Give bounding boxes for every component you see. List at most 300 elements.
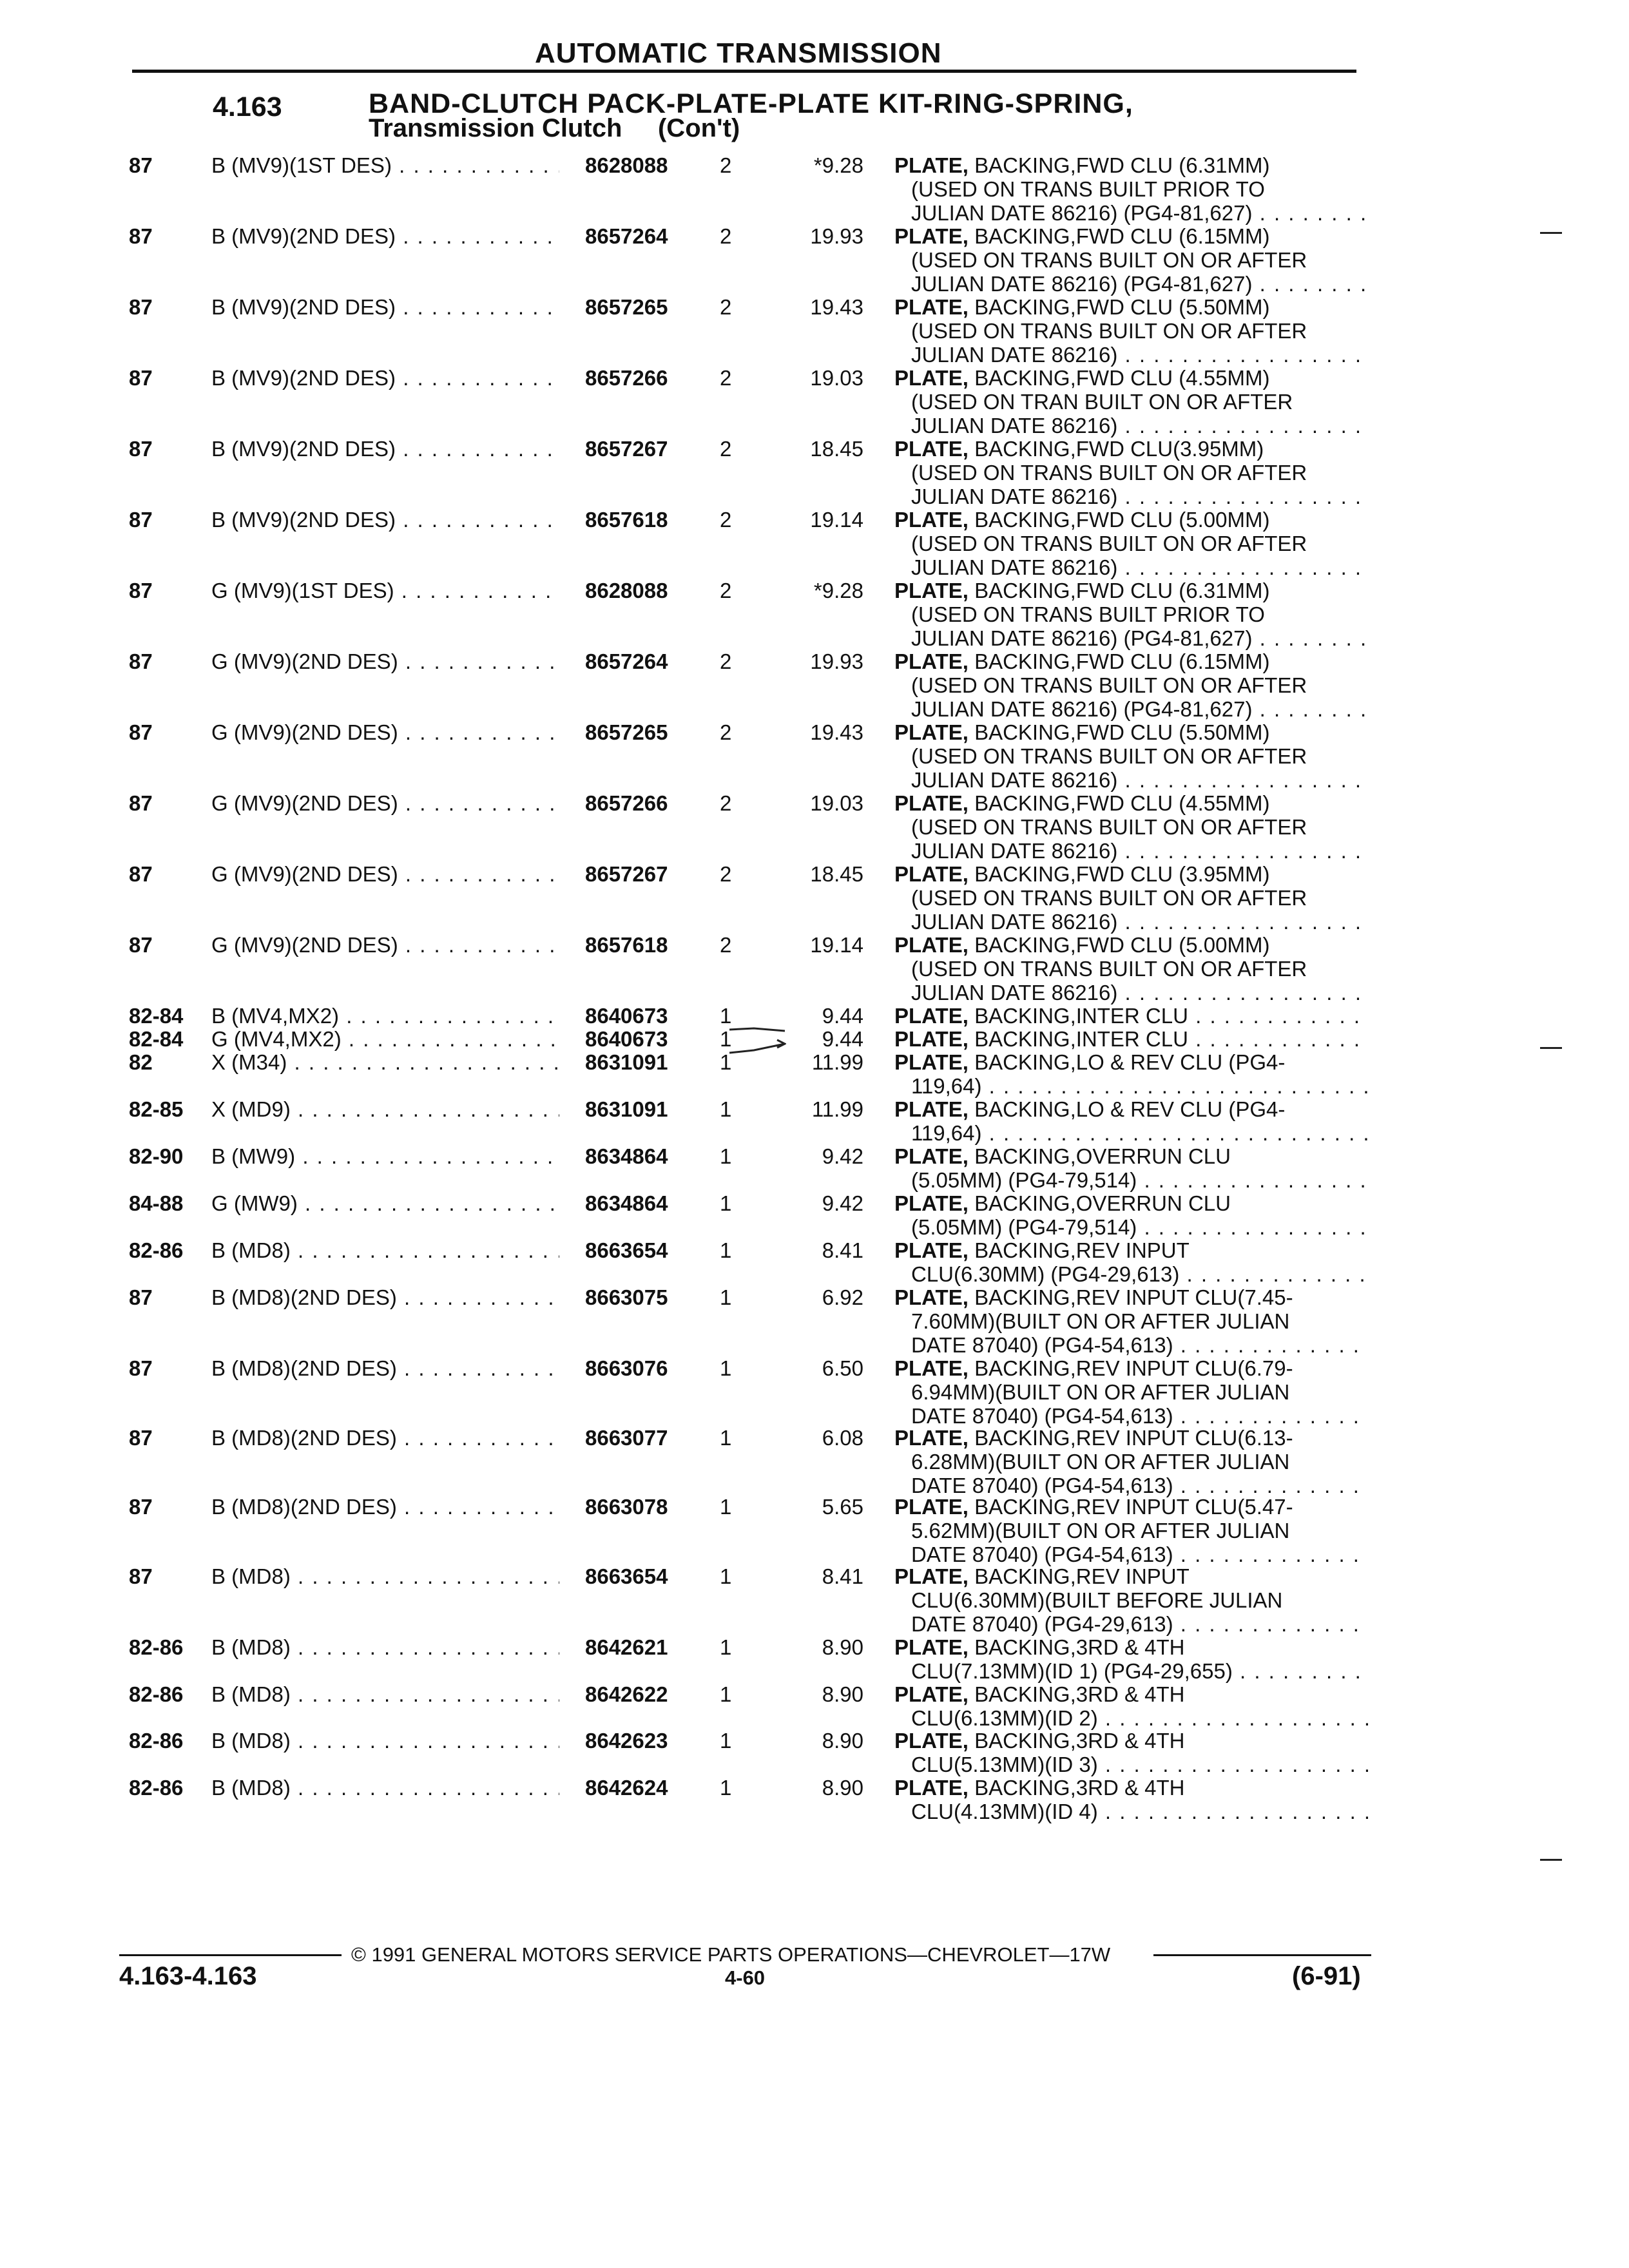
description-lead: PLATE, — [894, 649, 969, 673]
part-price: 8.90 — [822, 1635, 863, 1659]
description-lead: PLATE, — [894, 1144, 969, 1168]
description-text: BACKING,FWD CLU (5.00MM) — [974, 508, 1270, 532]
description-text: 6.28MM)(BUILT ON OR AFTER JULIAN — [911, 1450, 1290, 1474]
description-line — [894, 224, 1368, 248]
description-text: CLU(7.13MM)(ID 1) (PG4-29,655) — [911, 1659, 1233, 1683]
part-quantity: 2 — [720, 791, 732, 815]
description-text: BACKING,FWD CLU (6.15MM) — [974, 224, 1270, 248]
part-year: 82-90 — [129, 1144, 184, 1168]
part-number: 8663654 — [585, 1564, 668, 1588]
description-text: BACKING,REV INPUT CLU(6.79- — [974, 1356, 1293, 1380]
description-text: BACKING,INTER CLU — [974, 1027, 1188, 1051]
description-line — [894, 414, 1368, 437]
description-line — [894, 839, 1368, 863]
description-line — [894, 461, 1368, 485]
part-year: 87 — [129, 579, 153, 602]
page-title: AUTOMATIC TRANSMISSION — [535, 37, 942, 69]
part-price: 6.50 — [822, 1356, 863, 1380]
part-number: 8634864 — [585, 1144, 668, 1168]
part-number: 8657618 — [585, 508, 668, 532]
part-number: 8657264 — [585, 649, 668, 673]
description-lead: PLATE, — [894, 1635, 969, 1659]
description-text: BACKING,FWD CLU (5.50MM) — [974, 720, 1270, 744]
part-number: 8663078 — [585, 1495, 668, 1519]
description-line — [894, 697, 1368, 721]
part-number: 8642624 — [585, 1776, 668, 1800]
description-text: BACKING,REV INPUT CLU(7.45- — [974, 1285, 1293, 1309]
description-line — [894, 366, 1368, 390]
description-line — [894, 201, 1368, 225]
part-description — [894, 1004, 1368, 1028]
part-description — [894, 1285, 1368, 1357]
description-text: BACKING,LO & REV CLU (PG4- — [974, 1050, 1286, 1074]
part-description — [894, 1238, 1368, 1286]
part-quantity: 1 — [720, 1004, 732, 1028]
description-text: BACKING,REV INPUT CLU(5.47- — [974, 1495, 1293, 1519]
description-text: (USED ON TRAN BUILT ON OR AFTER — [911, 390, 1293, 414]
part-description — [894, 437, 1368, 508]
description-text: JULIAN DATE 86216) (PG4-81,627) — [911, 626, 1253, 650]
part-model: B (MD8) . . . — [211, 1682, 559, 1706]
part-description — [894, 1729, 1368, 1776]
part-quantity: 1 — [720, 1426, 732, 1450]
description-line — [894, 957, 1368, 981]
description-line — [894, 390, 1368, 414]
description-lead: PLATE, — [894, 437, 969, 461]
handwritten-arrow-mark — [728, 1018, 786, 1057]
description-lead: PLATE, — [894, 1238, 969, 1262]
description-lead: PLATE, — [894, 1776, 969, 1800]
part-description — [894, 649, 1368, 721]
description-line — [894, 555, 1368, 579]
part-number: 8657265 — [585, 295, 668, 319]
description-lead: PLATE, — [894, 224, 969, 248]
description-text: DATE 87040) (PG4-54,613) — [911, 1474, 1173, 1497]
part-description — [894, 153, 1368, 225]
part-number: 8657267 — [585, 437, 668, 461]
description-text: (USED ON TRANS BUILT ON OR AFTER — [911, 673, 1307, 697]
part-quantity: 1 — [720, 1682, 732, 1706]
description-text: JULIAN DATE 86216) — [911, 485, 1118, 508]
description-text: DATE 87040) (PG4-29,613) — [911, 1612, 1173, 1636]
description-lead: PLATE, — [894, 1495, 969, 1519]
description-text: BACKING,FWD CLU (6.15MM) — [974, 649, 1270, 673]
footer-page-number: 4-60 — [725, 1966, 766, 1989]
description-text: (USED ON TRANS BUILT ON OR AFTER — [911, 886, 1307, 910]
part-number: 8657264 — [585, 224, 668, 248]
description-lead: PLATE, — [894, 366, 969, 390]
part-quantity: 2 — [720, 862, 732, 886]
description-text: 119,64) — [911, 1074, 982, 1098]
part-number: 8631091 — [585, 1097, 668, 1121]
description-lead: PLATE, — [894, 1426, 969, 1450]
description-lead: PLATE, — [894, 1682, 969, 1706]
part-model: B (MD8)(2ND DES) . . . — [211, 1356, 559, 1380]
description-line — [894, 1309, 1368, 1333]
description-line — [894, 768, 1368, 792]
part-model: B (MV9)(2ND DES) . . . — [211, 295, 559, 319]
description-text: BACKING,3RD & 4TH — [974, 1635, 1185, 1659]
description-line — [894, 720, 1368, 744]
description-lead: PLATE, — [894, 1285, 969, 1309]
part-model: G (MV9)(2ND DES) . . . — [211, 862, 559, 886]
description-line — [894, 177, 1368, 201]
description-text: BACKING,3RD & 4TH — [974, 1682, 1185, 1706]
part-price: 9.42 — [822, 1144, 863, 1168]
description-text: (USED ON TRANS BUILT ON OR AFTER — [911, 815, 1307, 839]
description-lead: PLATE, — [894, 933, 969, 957]
description-text: BACKING,FWD CLU (6.31MM) — [974, 153, 1270, 177]
description-text: JULIAN DATE 86216) — [911, 768, 1118, 792]
description-text: BACKING,FWD CLU (4.55MM) — [974, 366, 1270, 390]
part-number: 8642622 — [585, 1682, 668, 1706]
description-text: (USED ON TRANS BUILT ON OR AFTER — [911, 319, 1307, 343]
part-description — [894, 508, 1368, 579]
part-year: 87 — [129, 1285, 153, 1309]
description-text: BACKING,OVERRUN CLU — [974, 1144, 1231, 1168]
part-model: B (MW9) . . . — [211, 1144, 559, 1168]
section-number: 4.163 — [213, 91, 282, 122]
part-year: 87 — [129, 933, 153, 957]
part-model: B (MD8)(2ND DES) . . . — [211, 1285, 559, 1309]
part-quantity: 2 — [720, 224, 732, 248]
description-text: BACKING,3RD & 4TH — [974, 1729, 1185, 1753]
part-price: 6.08 — [822, 1426, 863, 1450]
part-description — [894, 1635, 1368, 1683]
part-year: 87 — [129, 649, 153, 673]
description-line — [894, 508, 1368, 532]
section-subtitle: Transmission Clutch (Con't) — [369, 114, 740, 142]
edge-tick-mark — [1540, 232, 1562, 234]
part-model: X (M34) . . . — [211, 1050, 559, 1074]
part-quantity: 1 — [720, 1356, 732, 1380]
part-number: 8631091 — [585, 1050, 668, 1074]
description-text: 5.62MM)(BUILT ON OR AFTER JULIAN — [911, 1519, 1290, 1542]
description-text: CLU(6.13MM)(ID 2) — [911, 1706, 1098, 1730]
description-text: DATE 87040) (PG4-54,613) — [911, 1333, 1173, 1357]
description-text: 6.94MM)(BUILT ON OR AFTER JULIAN — [911, 1380, 1290, 1404]
description-lead: PLATE, — [894, 1097, 969, 1121]
description-line — [894, 886, 1368, 910]
part-quantity: 2 — [720, 295, 732, 319]
description-line — [894, 1776, 1368, 1800]
description-lead: PLATE, — [894, 720, 969, 744]
description-line — [894, 1333, 1368, 1357]
part-quantity: 1 — [720, 1495, 732, 1519]
description-line — [894, 1753, 1368, 1776]
description-lead: PLATE, — [894, 1004, 969, 1028]
part-model: B (MV9)(2ND DES) . . . — [211, 224, 559, 248]
description-text: 7.60MM)(BUILT ON OR AFTER JULIAN — [911, 1309, 1290, 1333]
description-line — [894, 579, 1368, 602]
part-number: 8663654 — [585, 1238, 668, 1262]
part-description — [894, 579, 1368, 650]
part-year: 87 — [129, 437, 153, 461]
description-text: (USED ON TRANS BUILT ON OR AFTER — [911, 532, 1307, 555]
description-line — [894, 910, 1368, 934]
part-description — [894, 720, 1368, 792]
part-number: 8640673 — [585, 1027, 668, 1051]
part-description — [894, 1356, 1368, 1428]
description-lead: PLATE, — [894, 153, 969, 177]
description-text: (USED ON TRANS BUILT PRIOR TO — [911, 602, 1265, 626]
description-text: (USED ON TRANS BUILT ON OR AFTER — [911, 957, 1307, 981]
description-text: (USED ON TRANS BUILT PRIOR TO — [911, 177, 1265, 201]
part-year: 82-86 — [129, 1682, 184, 1706]
description-text: BACKING,FWD CLU (5.00MM) — [974, 933, 1270, 957]
part-year: 87 — [129, 295, 153, 319]
description-text: BACKING,INTER CLU — [974, 1004, 1188, 1028]
part-price: 19.93 — [810, 649, 863, 673]
part-description — [894, 791, 1368, 863]
description-line — [894, 1074, 1368, 1098]
part-model: X (MD9) . . . — [211, 1097, 559, 1121]
part-price: 19.03 — [810, 791, 863, 815]
part-price: 19.14 — [810, 508, 863, 532]
description-line — [894, 649, 1368, 673]
description-line — [894, 343, 1368, 367]
part-description — [894, 1776, 1368, 1823]
part-number: 8663076 — [585, 1356, 668, 1380]
description-line — [894, 1800, 1368, 1823]
part-description — [894, 1027, 1368, 1051]
part-model: G (MV9)(2ND DES) . . . — [211, 933, 559, 957]
description-lead: PLATE, — [894, 1191, 969, 1215]
part-price: 5.65 — [822, 1495, 863, 1519]
description-text: JULIAN DATE 86216) (PG4-81,627) — [911, 697, 1253, 721]
part-price: 19.43 — [810, 720, 863, 744]
part-year: 87 — [129, 366, 153, 390]
description-text: (USED ON TRANS BUILT ON OR AFTER — [911, 248, 1307, 272]
part-quantity: 2 — [720, 437, 732, 461]
part-quantity: 1 — [720, 1191, 732, 1215]
part-year: 82-86 — [129, 1776, 184, 1800]
part-year: 82-86 — [129, 1635, 184, 1659]
part-quantity: 2 — [720, 933, 732, 957]
description-line — [894, 744, 1368, 768]
part-description — [894, 295, 1368, 367]
part-number: 8628088 — [585, 579, 668, 602]
part-quantity: 1 — [720, 1144, 732, 1168]
description-line — [894, 272, 1368, 296]
description-lead: PLATE, — [894, 791, 969, 815]
description-text: JULIAN DATE 86216) — [911, 555, 1118, 579]
description-line — [894, 673, 1368, 697]
description-line — [894, 1495, 1368, 1519]
part-year: 87 — [129, 1426, 153, 1450]
description-line — [894, 1027, 1368, 1051]
footer-rule — [119, 1954, 342, 1956]
description-text: CLU(6.30MM)(BUILT BEFORE JULIAN — [911, 1588, 1283, 1612]
description-line — [894, 153, 1368, 177]
part-price: 19.93 — [810, 224, 863, 248]
description-lead: PLATE, — [894, 579, 969, 602]
part-number: 8657618 — [585, 933, 668, 957]
part-number: 8657265 — [585, 720, 668, 744]
description-line — [894, 1659, 1368, 1683]
description-line — [894, 1144, 1368, 1168]
footer-copyright: © 1991 GENERAL MOTORS SERVICE PARTS OPERATIONS—CHEVROLET—17W — [351, 1943, 1111, 1966]
part-quantity: 1 — [720, 1238, 732, 1262]
part-quantity: 2 — [720, 649, 732, 673]
description-text: JULIAN DATE 86216) (PG4-81,627) — [911, 272, 1253, 296]
part-price: *9.28 — [813, 579, 863, 602]
part-year: 82-86 — [129, 1238, 184, 1262]
description-line — [894, 1121, 1368, 1145]
description-lead: PLATE, — [894, 295, 969, 319]
description-line — [894, 1168, 1368, 1192]
part-description — [894, 224, 1368, 296]
description-text: BACKING,REV INPUT — [974, 1564, 1190, 1588]
part-model: B (MV9)(1ST DES) . . . — [211, 153, 559, 177]
description-line — [894, 1474, 1368, 1497]
part-number: 8663075 — [585, 1285, 668, 1309]
part-year: 87 — [129, 1564, 153, 1588]
part-year: 87 — [129, 862, 153, 886]
part-year: 82-84 — [129, 1004, 184, 1028]
part-price: 11.99 — [811, 1050, 863, 1074]
part-year: 82-86 — [129, 1729, 184, 1753]
description-line — [894, 1519, 1368, 1542]
description-lead: PLATE, — [894, 1356, 969, 1380]
description-line — [894, 1356, 1368, 1380]
part-number: 8634864 — [585, 1191, 668, 1215]
part-model: B (MV9)(2ND DES) . . . — [211, 508, 559, 532]
description-line — [894, 532, 1368, 555]
part-description — [894, 1144, 1368, 1192]
part-model: B (MV9)(2ND DES) . . . — [211, 366, 559, 390]
part-year: 87 — [129, 1495, 153, 1519]
part-description — [894, 862, 1368, 934]
description-text: (USED ON TRANS BUILT ON OR AFTER — [911, 461, 1307, 485]
part-model: B (MD8) . . . — [211, 1238, 559, 1262]
description-lead: PLATE, — [894, 1564, 969, 1588]
part-price: 8.90 — [822, 1776, 863, 1800]
footer-section-range: 4.163-4.163 — [119, 1962, 257, 1990]
part-number: 8640673 — [585, 1004, 668, 1028]
part-number: 8657266 — [585, 366, 668, 390]
description-line — [894, 319, 1368, 343]
part-quantity: 2 — [720, 508, 732, 532]
part-quantity: 2 — [720, 579, 732, 602]
part-quantity: 2 — [720, 366, 732, 390]
description-text: CLU(6.30MM) (PG4-29,613) — [911, 1262, 1180, 1286]
part-year: 87 — [129, 1356, 153, 1380]
description-text: BACKING,FWD CLU(3.95MM) — [974, 437, 1264, 461]
part-price: 9.44 — [822, 1004, 863, 1028]
part-description — [894, 366, 1368, 437]
part-year: 82 — [129, 1050, 153, 1074]
part-price: 18.45 — [810, 862, 863, 886]
description-line — [894, 1097, 1368, 1121]
part-model: B (MD8) . . . — [211, 1564, 559, 1588]
description-text: BACKING,FWD CLU (4.55MM) — [974, 791, 1270, 815]
part-number: 8628088 — [585, 153, 668, 177]
description-line — [894, 1635, 1368, 1659]
part-model: B (MV4,MX2) . . . — [211, 1004, 559, 1028]
part-description — [894, 1191, 1368, 1239]
description-line — [894, 1450, 1368, 1474]
part-price: 8.90 — [822, 1682, 863, 1706]
description-line — [894, 1706, 1368, 1730]
part-quantity: 1 — [720, 1050, 732, 1074]
description-text: BACKING,FWD CLU (6.31MM) — [974, 579, 1270, 602]
part-model: G (MW9) . . . — [211, 1191, 559, 1215]
part-quantity: 1 — [720, 1285, 732, 1309]
section-title: BAND-CLUTCH PACK-PLATE-PLATE KIT-RING-SPRING, — [369, 88, 1133, 119]
description-line — [894, 933, 1368, 957]
part-quantity: 1 — [720, 1097, 732, 1121]
part-description — [894, 1495, 1368, 1566]
part-quantity: 2 — [720, 720, 732, 744]
description-line — [894, 1682, 1368, 1706]
part-description — [894, 1097, 1368, 1145]
part-description — [894, 1426, 1368, 1497]
description-text: BACKING,LO & REV CLU (PG4- — [974, 1097, 1286, 1121]
part-model: B (MV9)(2ND DES) . . . — [211, 437, 559, 461]
part-price: 8.41 — [822, 1238, 863, 1262]
part-price: 8.41 — [822, 1564, 863, 1588]
part-price: 8.90 — [822, 1729, 863, 1753]
description-line — [894, 295, 1368, 319]
part-year: 87 — [129, 224, 153, 248]
description-text: BACKING,FWD CLU (5.50MM) — [974, 295, 1270, 319]
description-line — [894, 1426, 1368, 1450]
description-line — [894, 1050, 1368, 1074]
description-line — [894, 815, 1368, 839]
part-number: 8642623 — [585, 1729, 668, 1753]
description-line — [894, 1588, 1368, 1612]
part-year: 82-84 — [129, 1027, 184, 1051]
description-lead: PLATE, — [894, 508, 969, 532]
description-line — [894, 981, 1368, 1004]
part-year: 87 — [129, 153, 153, 177]
description-text: (5.05MM) (PG4-79,514) — [911, 1168, 1137, 1192]
part-price: *9.28 — [813, 153, 863, 177]
description-line — [894, 862, 1368, 886]
part-quantity: 1 — [720, 1564, 732, 1588]
description-line — [894, 602, 1368, 626]
part-quantity: 1 — [720, 1729, 732, 1753]
part-number: 8663077 — [585, 1426, 668, 1450]
description-line — [894, 626, 1368, 650]
description-text: JULIAN DATE 86216) — [911, 343, 1118, 367]
part-model: G (MV9)(2ND DES) . . . — [211, 791, 559, 815]
description-line — [894, 1729, 1368, 1753]
description-lead: PLATE, — [894, 862, 969, 886]
description-text: BACKING,3RD & 4TH — [974, 1776, 1185, 1800]
description-line — [894, 1404, 1368, 1428]
description-line — [894, 1238, 1368, 1262]
description-text: (USED ON TRANS BUILT ON OR AFTER — [911, 744, 1307, 768]
part-model: B (MD8) . . . — [211, 1729, 559, 1753]
part-year: 84-88 — [129, 1191, 184, 1215]
part-number: 8657266 — [585, 791, 668, 815]
edge-tick-mark — [1540, 1859, 1562, 1861]
edge-tick-mark — [1540, 1047, 1562, 1049]
part-description — [894, 1050, 1368, 1098]
description-lead: PLATE, — [894, 1729, 969, 1753]
description-text: JULIAN DATE 86216) — [911, 839, 1118, 863]
part-quantity: 1 — [720, 1635, 732, 1659]
description-text: BACKING,REV INPUT — [974, 1238, 1190, 1262]
part-model: G (MV4,MX2) . . . — [211, 1027, 559, 1051]
description-text: DATE 87040) (PG4-54,613) — [911, 1542, 1173, 1566]
part-model: B (MD8)(2ND DES) . . . — [211, 1495, 559, 1519]
description-line — [894, 1380, 1368, 1404]
description-text: DATE 87040) (PG4-54,613) — [911, 1404, 1173, 1428]
part-number: 8642621 — [585, 1635, 668, 1659]
